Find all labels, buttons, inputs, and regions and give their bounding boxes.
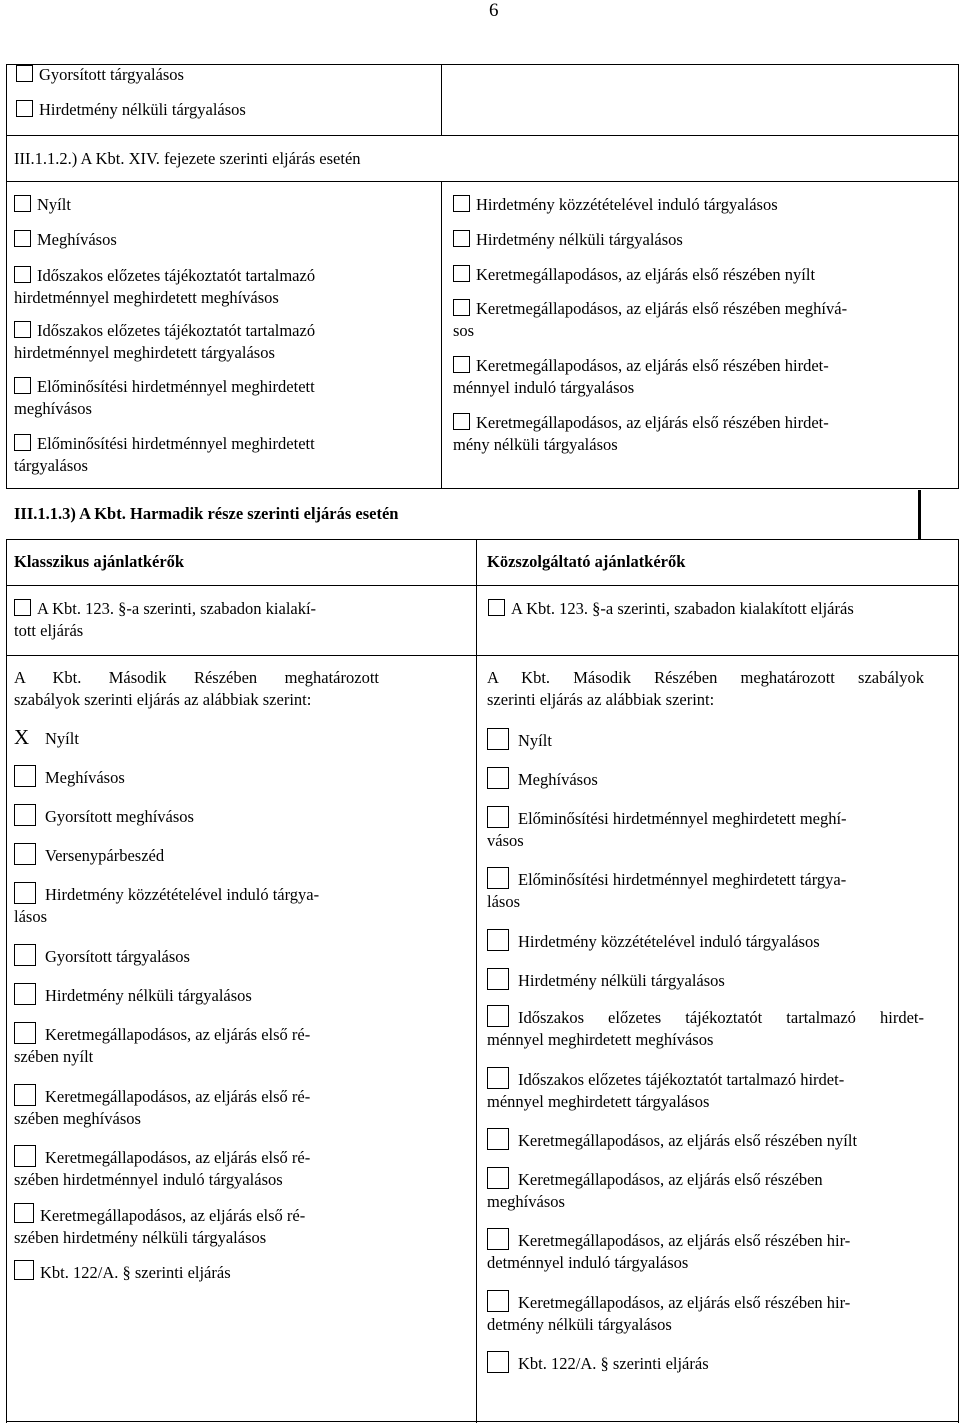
checkbox-item[interactable]: Versenypárbeszéd xyxy=(14,843,164,867)
checkbox[interactable] xyxy=(14,195,31,212)
checkbox-item[interactable]: A Kbt. 123. §-a szerinti, szabadon kialakított eljárás xyxy=(488,598,854,620)
table-row-divider-1 xyxy=(6,135,959,136)
section-heading: III.1.1.3) A Kbt. Harmadik része szerinti eljárás esetén xyxy=(14,504,399,523)
table-middle-divider-xiv xyxy=(441,181,442,488)
checkbox-item[interactable]: Kbt. 122/A. § szerinti eljárás xyxy=(14,1260,231,1284)
table2-row-divider-1 xyxy=(6,585,959,586)
checkbox-item[interactable]: Kbt. 122/A. § szerinti eljárás xyxy=(487,1351,709,1375)
checked-item[interactable]: X Nyílt xyxy=(14,725,79,749)
checkbox-item[interactable]: Gyorsított meghívásos xyxy=(14,804,194,828)
checkbox[interactable] xyxy=(487,1351,509,1373)
checkbox[interactable] xyxy=(453,230,470,247)
checkbox[interactable] xyxy=(14,882,36,904)
checkbox[interactable] xyxy=(453,356,470,373)
checkbox-item[interactable]: Meghívásos xyxy=(487,767,598,791)
checkbox[interactable] xyxy=(487,929,509,951)
checkbox[interactable] xyxy=(14,230,31,247)
checkbox[interactable] xyxy=(487,1290,509,1312)
page-number: 6 xyxy=(489,0,499,21)
table2-bottom-border xyxy=(6,1421,959,1422)
section-heading: III.1.1.2.) A Kbt. XIV. fejezete szerinti eljárás esetén xyxy=(14,149,361,168)
checkbox[interactable] xyxy=(487,806,509,828)
checkbox-item[interactable]: Keretmegállapodásos, az eljárás első részében hir- detménnyel induló tárgyalásos xyxy=(487,1228,850,1274)
checkbox[interactable] xyxy=(14,1022,36,1044)
table2-top-border xyxy=(6,539,959,540)
intro-text: A Kbt. Második Részében meghatározott szabályok szerinti eljárás az alábbiak szerint: xyxy=(487,668,924,709)
checkbox-item[interactable]: Nyílt xyxy=(14,194,71,216)
checkbox[interactable] xyxy=(14,1084,36,1106)
checkbox[interactable] xyxy=(487,1228,509,1250)
checkbox[interactable] xyxy=(14,944,36,966)
checkbox-item[interactable]: Keretmegállapodásos, az eljárás első ré- szében hirdetménnyel induló tárgyalásos xyxy=(14,1145,310,1191)
checkbox[interactable] xyxy=(487,767,509,789)
table-row-divider-2 xyxy=(6,181,959,182)
checkbox-item[interactable]: Keretmegállapodásos, az eljárás első részében hirdet- mény nélküli tárgyalásos xyxy=(453,413,829,454)
checkbox[interactable] xyxy=(453,265,470,282)
checkbox[interactable] xyxy=(488,599,505,616)
checkbox[interactable] xyxy=(487,867,509,889)
checkbox-item[interactable]: Keretmegállapodásos, az eljárás első részében nyílt xyxy=(487,1128,857,1152)
heading-right-bar xyxy=(918,490,921,540)
table2-right-border xyxy=(958,539,959,1423)
column-header-utility: Közszolgáltató ajánlatkérők xyxy=(487,552,686,571)
checkbox[interactable] xyxy=(487,1005,509,1027)
checkbox[interactable] xyxy=(14,1260,34,1280)
checkbox[interactable] xyxy=(453,195,470,212)
checkbox-item[interactable]: Előminősítési hirdetménnyel meghirdetett meghívásos xyxy=(14,377,315,418)
checkbox-item[interactable]: Hirdetmény nélküli tárgyalásos xyxy=(453,229,683,251)
checkbox-item[interactable]: Időszakos előzetes tájékoztatót tartalmazó hirdet- ménnyel meghirdetett tárgyalásos xyxy=(487,1067,844,1113)
checkbox-item[interactable]: Keretmegállapodásos, az eljárás első ré- szében meghívásos xyxy=(14,1084,310,1130)
checkbox-item[interactable]: Meghívásos xyxy=(14,765,125,789)
checkbox-item[interactable]: Keretmegállapodásos, az eljárás első részében meghívá- sos xyxy=(453,299,848,340)
checkbox[interactable] xyxy=(487,1167,509,1189)
intro-text: A Kbt. Második Részében meghatározott szabályok szerinti eljárás az alábbiak szerint: xyxy=(14,668,379,709)
checkbox-item[interactable]: Előminősítési hirdetménnyel meghirdetett meghí- vásos xyxy=(487,806,847,852)
checkbox-item[interactable]: Keretmegállapodásos, az eljárás első részében hirdet- ménnyel induló tárgyalásos xyxy=(453,356,829,397)
table2-row-divider-2 xyxy=(6,655,959,656)
checkbox[interactable] xyxy=(14,599,31,616)
checkbox[interactable] xyxy=(487,1067,509,1089)
check-mark-x[interactable]: X xyxy=(14,725,30,749)
table2-left-border xyxy=(6,539,7,1423)
checkbox-item[interactable]: Gyorsított tárgyalásos xyxy=(14,944,190,968)
table2-middle-divider xyxy=(476,539,477,1423)
checkbox-item[interactable]: Hirdetmény közzétételével induló tárgya- lásos xyxy=(14,882,319,928)
checkbox[interactable] xyxy=(14,266,31,283)
table-right-border xyxy=(958,64,959,488)
checkbox[interactable] xyxy=(16,65,33,82)
checkbox-item[interactable]: Időszakos előzetes tájékoztatót tartalmazó hirdetménnyel meghirdetett meghívásos xyxy=(14,266,316,307)
checkbox-item[interactable]: Hirdetmény közzétételével induló tárgyalásos xyxy=(487,929,820,953)
checkbox-item[interactable]: Meghívásos xyxy=(14,229,117,251)
checkbox[interactable] xyxy=(14,765,36,787)
checkbox[interactable] xyxy=(453,413,470,430)
column-header-classic: Klasszikus ajánlatkérők xyxy=(14,552,185,571)
checkbox[interactable] xyxy=(14,1203,34,1223)
checkbox-item[interactable]: Keretmegállapodásos, az eljárás első részében hir- detmény nélküli tárgyalásos xyxy=(487,1290,850,1336)
checkbox-item[interactable]: Előminősítési hirdetménnyel meghirdetett tárgya- lásos xyxy=(487,867,846,913)
checkbox[interactable] xyxy=(487,1128,509,1150)
checkbox-item[interactable]: Keretmegállapodásos, az eljárás első ré- szében hirdetmény nélküli tárgyalásos xyxy=(14,1203,305,1249)
checkbox-item[interactable]: Keretmegállapodásos, az eljárás első részében meghívásos xyxy=(487,1167,823,1213)
checkbox-item[interactable]: Hirdetmény közzétételével induló tárgyalásos xyxy=(453,194,778,216)
table-middle-divider-top xyxy=(441,64,442,135)
checkbox[interactable] xyxy=(453,299,470,316)
checkbox[interactable] xyxy=(14,843,36,865)
checkbox-item[interactable]: Időszakos előzetes tájékoztatót tartalmazó hirdetménnyel meghirdetett tárgyalásos xyxy=(14,321,316,362)
checkbox[interactable] xyxy=(14,1145,36,1167)
table-left-border xyxy=(6,64,7,488)
checkbox-item[interactable]: A Kbt. 123. §-a szerinti, szabadon kialakí- tott eljárás xyxy=(14,599,317,640)
checkbox[interactable] xyxy=(14,983,36,1005)
table-bottom-border xyxy=(6,488,959,489)
checkbox[interactable] xyxy=(487,968,509,990)
checkbox-item[interactable]: Gyorsított tárgyalásos xyxy=(16,64,184,86)
checkbox[interactable] xyxy=(14,321,31,338)
checkbox-item[interactable]: Hirdetmény nélküli tárgyalásos xyxy=(487,968,725,992)
checkbox[interactable] xyxy=(14,434,31,451)
checkbox[interactable] xyxy=(487,728,509,750)
checkbox-item[interactable]: Keretmegállapodásos, az eljárás első ré- szében nyílt xyxy=(14,1022,310,1068)
checkbox[interactable] xyxy=(16,100,33,117)
checkbox-item[interactable]: Hirdetmény nélküli tárgyalásos xyxy=(16,99,246,121)
checkbox[interactable] xyxy=(14,377,31,394)
checkbox-item[interactable]: Hirdetmény nélküli tárgyalásos xyxy=(14,983,252,1007)
checkbox-item[interactable]: Nyílt xyxy=(487,728,552,752)
checkbox-item[interactable]: Előminősítési hirdetménnyel meghirdetett tárgyalásos xyxy=(14,434,315,475)
checkbox[interactable] xyxy=(14,804,36,826)
checkbox-item[interactable]: Időszakos előzetes tájékoztatót tartalmazó hirdet- ménnyel meghirdetett meghívásos xyxy=(487,1005,924,1051)
checkbox-item[interactable]: Keretmegállapodásos, az eljárás első részében nyílt xyxy=(453,264,815,286)
